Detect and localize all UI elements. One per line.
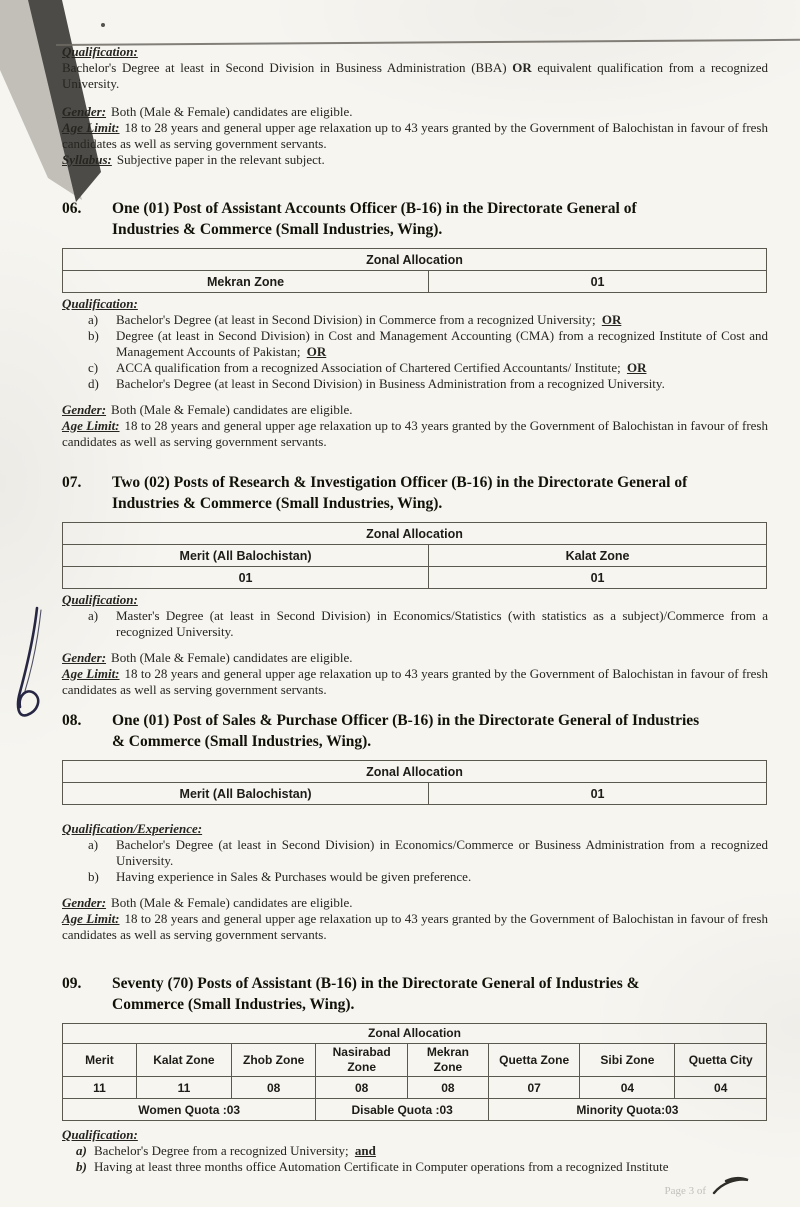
count-cell: 08: [316, 1077, 408, 1099]
section-07: [62, 472, 768, 698]
zonal-allocation-table-06: [62, 248, 767, 293]
list-item-label: b): [76, 1159, 87, 1174]
list-item-label: a): [88, 837, 99, 852]
gender-label: Gender:: [62, 402, 107, 417]
section-title: Seventy (70) Posts of Assistant (B-16) in the Directorate General of Industries & Commerce (Small Industries, Wing).: [112, 975, 640, 1013]
count-cell: 01: [429, 783, 767, 805]
gender-label: Gender:: [62, 650, 107, 665]
quota-cell-women: Women Quota :03: [63, 1099, 316, 1121]
list-item-label: a): [76, 1143, 87, 1158]
list-item: [62, 360, 768, 376]
count-cell: 04: [580, 1077, 675, 1099]
handwritten-ink-stroke: [710, 1175, 752, 1197]
scan-speck: [101, 23, 105, 27]
section-09-heading: [62, 973, 768, 1015]
list-item: [62, 328, 768, 360]
zone-cell: Merit (All Balochistan): [63, 783, 429, 805]
table-title: Zonal Allocation: [63, 249, 767, 271]
section-09: [62, 973, 768, 1175]
qualification-list: [62, 837, 768, 885]
count-cell: 01: [429, 567, 767, 589]
list-item-text: Bachelor's Degree from a recognized University; and: [94, 1143, 376, 1158]
zone-header-cell: Zhob Zone: [231, 1044, 315, 1077]
list-item: [62, 312, 768, 328]
zone-header-cell: Quetta Zone: [488, 1044, 580, 1077]
count-cell: 07: [488, 1077, 580, 1099]
section-title: One (01) Post of Assistant Accounts Officer (B-16) in the Directorate General of Industries & Commerce (Small Industries, Wing).: [112, 200, 637, 238]
list-item-text: Having at least three months office Automation Certificate in Computer operations from a recognized Institute: [94, 1159, 669, 1174]
zone-header-cell: Merit: [63, 1044, 137, 1077]
section-title: One (01) Post of Sales & Purchase Officer (B-16) in the Directorate General of Industries & Commerce (Small Industries, Wing).: [112, 712, 700, 750]
zonal-allocation-table-07: [62, 522, 767, 589]
intro-age-limit-line: Age Limit: 18 to 28 years and general upper age relaxation up to 43 years granted by the Government of Balochistan in favour of fresh candidates as well as serving government servants.: [62, 120, 768, 151]
section-number: 07.: [62, 474, 82, 491]
qualification-list: [62, 608, 768, 640]
zonal-allocation-table-08: [62, 760, 767, 805]
intro-syllabus-line: Syllabus: Subjective paper in the relevant subject.: [62, 152, 325, 167]
list-item: [62, 837, 768, 869]
table-title: Zonal Allocation: [63, 523, 767, 545]
age-limit-line: Age Limit: 18 to 28 years and general upper age relaxation up to 43 years granted by the Government of Balochistan in favour of fresh candidates as well as serving government servants.: [62, 911, 768, 942]
list-item-text: Bachelor's Degree (at least in Second Division) in Commerce from a recognized University; OR: [116, 312, 622, 327]
qualification-experience-label: Qualification/Experience:: [62, 821, 203, 836]
section-08-heading: [62, 710, 768, 752]
section-title: Two (02) Posts of Research & Investigation Officer (B-16) in the Directorate General of Industries & Commerce (Small Industries, Wing).: [112, 474, 688, 512]
gender-line: Gender: Both (Male & Female) candidates are eligible.: [62, 895, 353, 910]
quota-cell-disable: Disable Quota :03: [316, 1099, 488, 1121]
section-08: [62, 710, 768, 943]
zone-header-cell: Sibi Zone: [580, 1044, 675, 1077]
list-item-text: Bachelor's Degree (at least in Second Division) in Economics/Commerce or Business Administration from a recognized University.: [116, 837, 768, 868]
zonal-allocation-table-09: [62, 1023, 767, 1121]
age-limit-label: Age Limit:: [62, 120, 120, 135]
count-cell: 08: [407, 1077, 488, 1099]
intro-qualification-text: Bachelor's Degree at least in Second Division in Business Administration (BBA) OR equivalent qualification from a recognized University.: [62, 60, 768, 91]
age-limit-line: Age Limit: 18 to 28 years and general upper age relaxation up to 43 years granted by the Government of Balochistan in favour of fresh candidates as well as serving government servants.: [62, 418, 768, 449]
intro-block: [62, 44, 768, 168]
list-item-label: d): [88, 376, 99, 391]
zone-header-cell: Kalat Zone: [136, 1044, 231, 1077]
section-number: 08.: [62, 712, 82, 729]
list-item-text: Having experience in Sales & Purchases would be given preference.: [116, 869, 472, 884]
zone-header-cell: Merit (All Balochistan): [63, 545, 429, 567]
list-item-label: c): [88, 360, 99, 375]
section-07-heading: [62, 472, 768, 514]
zone-header-cell: Mekran Zone: [407, 1044, 488, 1077]
section-06-heading: [62, 198, 768, 240]
qualification-label: Qualification:: [62, 1127, 138, 1142]
count-cell: 04: [675, 1077, 767, 1099]
qualification-list: [62, 1143, 768, 1175]
syllabus-label: Syllabus:: [62, 152, 112, 167]
list-item-label: a): [88, 608, 99, 623]
quota-cell-minority: Minority Quota:03: [488, 1099, 766, 1121]
count-cell: 08: [231, 1077, 315, 1099]
list-item: [62, 1159, 768, 1175]
zone-header-cell: Nasirabad Zone: [316, 1044, 408, 1077]
intro-gender-line: Gender: Both (Male & Female) candidates are eligible.: [62, 104, 353, 119]
list-item-label: b): [88, 328, 99, 343]
age-limit-label: Age Limit:: [62, 666, 120, 681]
count-cell: 01: [63, 567, 429, 589]
section-number: 09.: [62, 975, 82, 992]
zone-header-cell: Quetta City: [675, 1044, 767, 1077]
list-item: [62, 608, 768, 640]
count-cell: 11: [136, 1077, 231, 1099]
section-06: [62, 198, 768, 450]
qualification-list: [62, 312, 768, 392]
section-number: 06.: [62, 200, 82, 217]
page-number-text: Page 3 of: [664, 1185, 706, 1197]
list-item-text: ACCA qualification from a recognized Association of Chartered Certified Accountants/ Institute; OR: [116, 360, 647, 375]
gender-line: Gender: Both (Male & Female) candidates are eligible.: [62, 650, 353, 665]
qualification-label: Qualification:: [62, 592, 138, 607]
list-item-label: a): [88, 312, 99, 327]
zone-cell: Mekran Zone: [63, 271, 429, 293]
list-item: [62, 869, 768, 885]
list-item-text: Bachelor's Degree (at least in Second Division) in Business Administration from a recognized University.: [116, 376, 665, 391]
handwritten-pen-mark: [6, 596, 58, 738]
age-limit-line: Age Limit: 18 to 28 years and general upper age relaxation up to 43 years granted by the Government of Balochistan in favour of fresh candidates as well as serving government servants.: [62, 666, 768, 697]
list-item-label: b): [88, 869, 99, 884]
qualification-label: Qualification:: [62, 296, 138, 311]
list-item-text: Degree (at least in Second Division) in Cost and Management Accounting (CMA) from a recognized Institute of Cost and Management Accounts of Pakistan; OR: [116, 328, 768, 359]
gender-label: Gender:: [62, 104, 107, 119]
page-footer: [664, 1175, 752, 1197]
age-limit-label: Age Limit:: [62, 418, 120, 433]
gender-line: Gender: Both (Male & Female) candidates are eligible.: [62, 402, 353, 417]
table-title: Zonal Allocation: [63, 1024, 767, 1044]
age-limit-label: Age Limit:: [62, 911, 120, 926]
zone-header-cell: Kalat Zone: [429, 545, 767, 567]
document-content: [62, 44, 768, 1175]
list-item: [62, 376, 768, 392]
table-title: Zonal Allocation: [63, 761, 767, 783]
gender-label: Gender:: [62, 895, 107, 910]
intro-qualification-label: Qualification:: [62, 44, 138, 59]
list-item-text: Master's Degree (at least in Second Division) in Economics/Statistics (with statistics as a subject)/Commerce from a recognized University.: [116, 608, 768, 639]
count-cell: 01: [429, 271, 767, 293]
count-cell: 11: [63, 1077, 137, 1099]
list-item: [62, 1143, 768, 1159]
